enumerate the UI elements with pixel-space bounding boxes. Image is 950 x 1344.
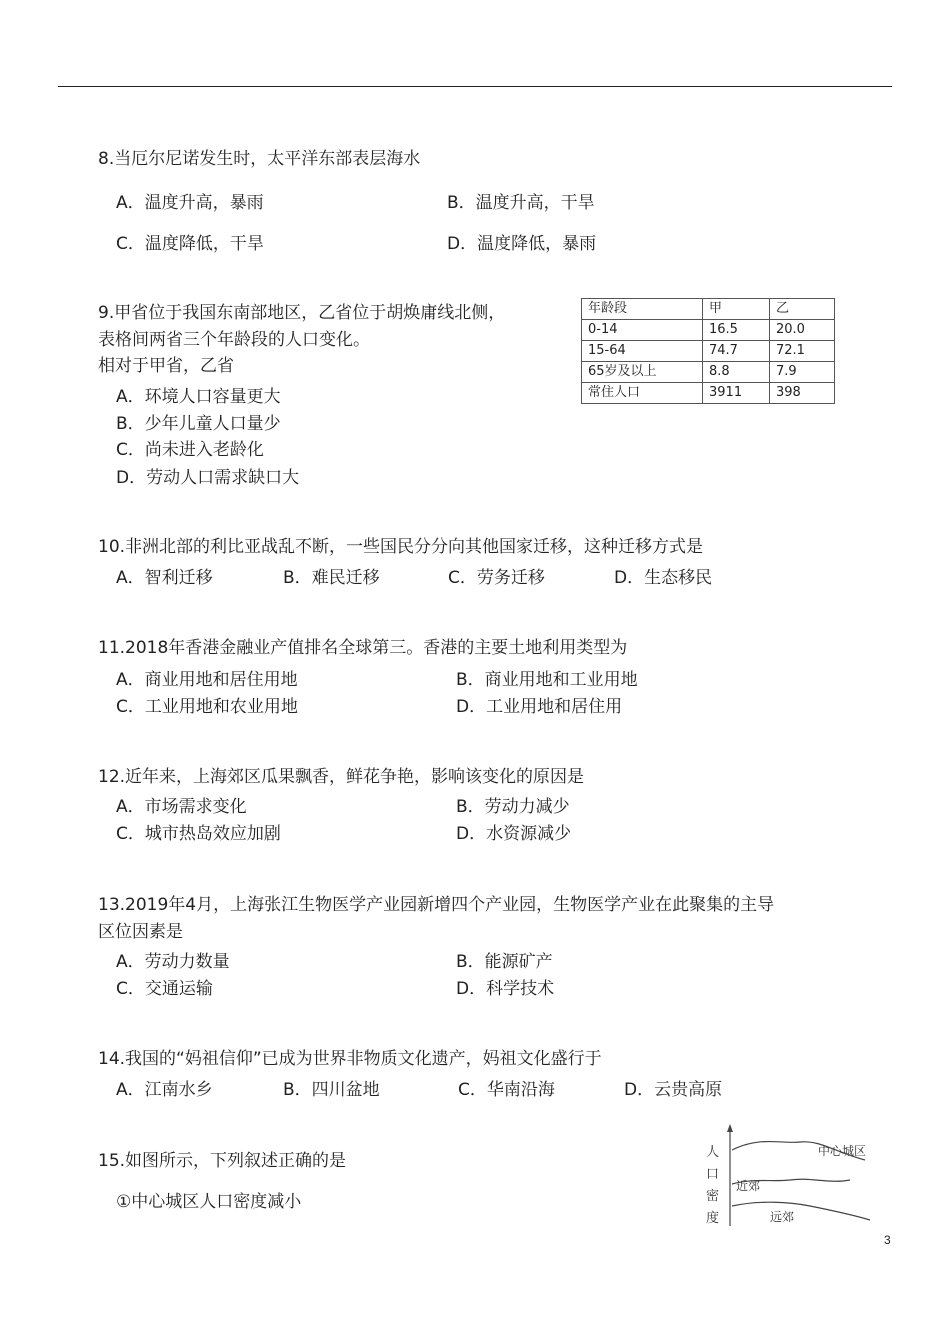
table-cell: 3911 [703, 383, 770, 404]
table-cell: 65岁及以上 [582, 362, 703, 383]
q14-option-d: D．云贵高原 [624, 1080, 723, 1100]
question-9-stem-line-1: 9.甲省位于我国东南部地区，乙省位于胡焕庸线北侧， [98, 303, 506, 323]
q10-option-d: D．生态移民 [614, 568, 713, 588]
q8-option-a: A．温度升高，暴雨 [116, 193, 264, 213]
table-cell: 0-14 [582, 320, 703, 341]
table-row [582, 341, 835, 362]
q12-option-c: C．城市热岛效应加剧 [116, 824, 281, 844]
table-cell: 74.7 [703, 341, 770, 362]
question-13-stem-line-1: 13.2019年4月，上海张江生物医学产业园新增四个产业园，生物医学产业在此聚集的主导 [98, 895, 775, 915]
y-axis-arrow [727, 1124, 733, 1132]
table-cell: 常住人口 [582, 383, 703, 404]
q12-option-d: D．水资源减少 [456, 824, 572, 844]
q11-option-c: C．工业用地和农业用地 [116, 697, 298, 717]
q15-statement-1: ①中心城区人口密度减小 [116, 1192, 302, 1212]
population-table [581, 298, 835, 404]
label-outer-suburb: 远郊 [770, 1210, 795, 1224]
table-cell: 20.0 [770, 320, 835, 341]
q8-option-b: B．温度升高，干旱 [447, 193, 595, 213]
table-row [582, 383, 835, 404]
q9-option-a: A．环境人口容量更大 [116, 387, 281, 407]
q11-option-a: A．商业用地和居住用地 [116, 670, 298, 690]
table-header-cell: 甲 [703, 299, 770, 320]
q9-option-d: D．劳动人口需求缺口大 [116, 468, 300, 488]
q8-option-d: D．温度降低，暴雨 [447, 234, 597, 254]
question-9-stem-line-2: 表格间两省三个年龄段的人口变化。 [98, 330, 370, 350]
question-15-stem: 15.如图所示，下列叙述正确的是 [98, 1151, 347, 1171]
q11-option-b: B．商业用地和工业用地 [456, 670, 638, 690]
q13-option-c: C．交通运输 [116, 979, 213, 999]
q10-option-b: B．难民迁移 [283, 568, 380, 588]
y-axis-char: 口 [706, 1167, 720, 1182]
q10-option-a: A．智利迁移 [116, 568, 213, 588]
table-row [582, 362, 835, 383]
label-inner-suburb: 近郊 [736, 1179, 761, 1193]
question-13-stem-line-2: 区位因素是 [98, 922, 183, 942]
question-12-stem: 12.近年来，上海郊区瓜果飘香，鲜花争艳，影响该变化的原因是 [98, 767, 585, 787]
question-11-stem: 11.2018年香港金融业产值排名全球第三。香港的主要土地利用类型为 [98, 638, 628, 658]
q9-option-b: B．少年儿童人口量少 [116, 414, 281, 434]
header-rule [58, 86, 892, 87]
q11-option-d: D．工业用地和居住用 [456, 697, 623, 717]
table-cell: 72.1 [770, 341, 835, 362]
label-central-city: 中心城区 [818, 1144, 867, 1158]
table-header-cell: 年龄段 [582, 299, 703, 320]
q14-option-c: C．华南沿海 [458, 1080, 555, 1100]
q10-option-c: C．劳务迁移 [448, 568, 545, 588]
table-cell: 7.9 [770, 362, 835, 383]
q14-option-a: A．江南水乡 [116, 1080, 213, 1100]
q14-option-b: B．四川盆地 [283, 1080, 380, 1100]
q8-option-c: C．温度降低，干旱 [116, 234, 264, 254]
q9-option-c: C．尚未进入老龄化 [116, 440, 264, 460]
question-8-stem: 8.当厄尔尼诺发生时，太平洋东部表层海水 [98, 149, 421, 169]
q12-option-b: B．劳动力减少 [456, 797, 570, 817]
question-14-stem: 14.我国的“妈祖信仰”已成为世界非物质文化遗产，妈祖文化盛行于 [98, 1049, 602, 1069]
question-9-stem-line-3: 相对于甲省，乙省 [98, 356, 234, 376]
q13-option-a: A．劳动力数量 [116, 952, 230, 972]
y-axis-char: 度 [706, 1211, 720, 1226]
population-density-figure [700, 1122, 880, 1230]
question-10-stem: 10.非洲北部的利比亚战乱不断，一些国民分分向其他国家迁移，这种迁移方式是 [98, 537, 704, 557]
table-cell: 8.8 [703, 362, 770, 383]
q13-option-b: B．能源矿产 [456, 952, 553, 972]
table-cell: 15-64 [582, 341, 703, 362]
table-cell: 16.5 [703, 320, 770, 341]
table-row [582, 320, 835, 341]
page-number: 3 [884, 1233, 891, 1247]
table-cell: 398 [770, 383, 835, 404]
curve-outer-suburb [732, 1202, 870, 1220]
y-axis-char: 密 [706, 1189, 720, 1204]
q12-option-a: A．市场需求变化 [116, 797, 247, 817]
table-header-cell: 乙 [770, 299, 835, 320]
q13-option-d: D．科学技术 [456, 979, 555, 999]
y-axis-char: 人 [706, 1145, 720, 1160]
table-header-row [582, 299, 835, 320]
